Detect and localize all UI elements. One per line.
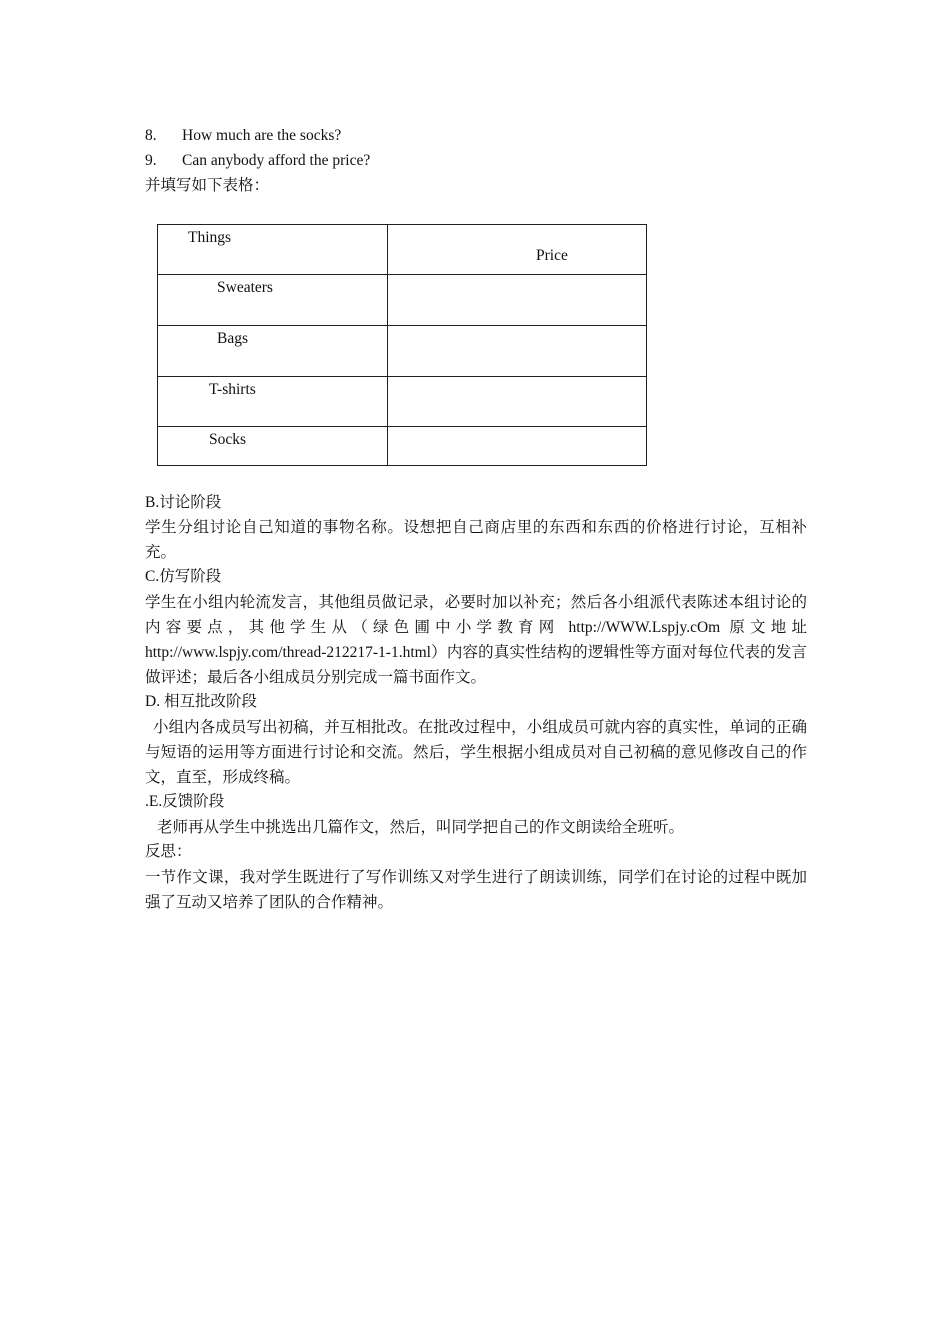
question-8 — [145, 125, 341, 147]
price-cell — [388, 427, 647, 466]
table-intro: 并填写如下表格： — [145, 177, 270, 194]
thing-name: Sweaters — [217, 279, 273, 296]
section-c-body: 学生在小组内轮流发言，其他组员做记录，必要时加以补充；然后各小组派代表陈述本组讨论的内容要点，其他学生从（绿色圃中小学教育网 http://WWW.Lspjy.cOm 原文地址 http://www.lspjy.com/thread-212217-1-1.html）内容的真实性结构的逻辑性等方面对每位代表的发言做评述；最后各小组成员分别完成一篇书面作文。 — [145, 594, 807, 686]
section-e-body: 老师再从学生中挑选出几篇作文，然后，叫同学把自己的作文朗读给全班听。 — [157, 819, 685, 836]
section-b-body: 学生分组讨论自己知道的事物名称。设想把自己商店里的东西和东西的价格进行讨论，互相补充。 — [145, 519, 807, 561]
section-e-title: .E.反馈阶段 — [145, 793, 225, 810]
table-row — [158, 275, 647, 326]
section-d-title: D. 相互批改阶段 — [145, 693, 257, 710]
header-price-cell — [388, 225, 647, 275]
section-d-body: 小组内各成员写出初稿，并互相批改。在批改过程中，小组成员可就内容的真实性，单词的正确与短语的运用等方面进行讨论和交流。然后，学生根据小组成员对自己初稿的意见修改自己的作文，直至，形成终稿。 — [145, 719, 807, 786]
header-price: Price — [536, 247, 568, 264]
table-row — [158, 326, 647, 377]
price-cell — [388, 326, 647, 377]
price-cell — [388, 275, 647, 326]
thing-cell — [158, 275, 388, 326]
question-9 — [145, 150, 370, 172]
thing-cell — [158, 326, 388, 377]
thing-name: T-shirts — [209, 381, 256, 398]
thing-cell — [158, 427, 388, 466]
question-number: 8. — [145, 127, 157, 144]
price-cell — [388, 377, 647, 427]
section-c-title: C.仿写阶段 — [145, 568, 222, 585]
reflection-body: 一节作文课，我对学生既进行了写作训练又对学生进行了朗读训练，同学们在讨论的过程中既加强了互动又培养了团队的合作精神。 — [145, 869, 807, 911]
price-table — [157, 224, 647, 466]
reflection-title: 反思： — [145, 843, 192, 860]
question-text: Can anybody afford the price? — [182, 152, 371, 169]
thing-name: Socks — [209, 431, 247, 448]
thing-cell — [158, 377, 388, 427]
header-things-cell — [158, 225, 388, 275]
question-text: How much are the socks? — [182, 127, 342, 144]
question-number: 9. — [145, 152, 157, 169]
table-header-row — [158, 225, 647, 275]
table-row — [158, 377, 647, 427]
thing-name: Bags — [217, 330, 248, 347]
section-b-title: B.讨论阶段 — [145, 494, 222, 511]
table-row — [158, 427, 647, 466]
header-things: Things — [188, 229, 232, 246]
